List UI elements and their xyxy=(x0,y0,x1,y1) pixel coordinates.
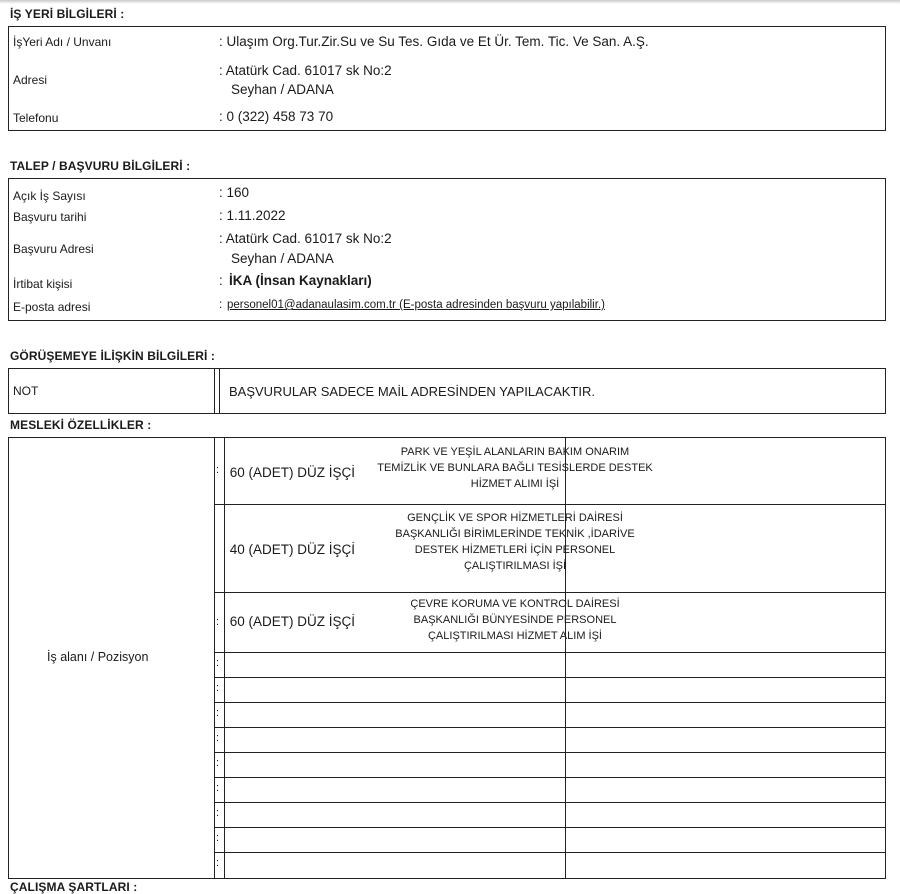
address-value-line1: : Atatürk Cad. 61017 sk No:2 xyxy=(219,63,392,78)
service-line: ÇEVRE KORUMA VE KONTROL DAİRESİ xyxy=(410,598,620,610)
email-label: E-posta adresi xyxy=(13,300,91,314)
workplace-info-box xyxy=(8,26,886,131)
professional-table xyxy=(8,437,886,879)
service-line: TEMİZLİK VE BUNLARA BAĞLI TESİSLERDE DESTEK xyxy=(377,462,653,474)
application-address-line1: : Atatürk Cad. 61017 sk No:2 xyxy=(219,231,392,246)
phone-value: : 0 (322) 458 73 70 xyxy=(219,109,334,124)
row-line xyxy=(214,592,885,593)
position-colon: : xyxy=(216,707,220,719)
contact-person-value: İKA (İnsan Kaynakları) xyxy=(229,273,372,288)
interview-note-box xyxy=(8,368,886,414)
email-link[interactable]: personel01@adanaulasim.com.tr (E-posta adresinden başvuru yapılabilir.) xyxy=(227,299,605,311)
row-line xyxy=(214,852,885,853)
open-jobs-value: : 160 xyxy=(219,185,250,200)
position-colon: : xyxy=(216,682,220,694)
position-colon: : xyxy=(216,832,220,844)
open-jobs-label: Açık İş Sayısı xyxy=(13,189,86,203)
contact-person-label: İrtibat kişisi xyxy=(13,277,73,291)
interview-section-title: GÖRÜŞEMEYE İLİŞKİN BİLGİLERİ : xyxy=(10,349,216,363)
page-top-edge xyxy=(0,0,900,4)
position-colon: : xyxy=(216,857,220,869)
conditions-section-title: ÇALIŞMA ŞARTLARI : xyxy=(10,880,138,894)
row-line xyxy=(214,752,885,753)
position-colon: : xyxy=(216,757,220,769)
service-description-1 xyxy=(355,444,675,492)
application-info-box xyxy=(8,178,886,321)
row-line xyxy=(214,827,885,828)
row-line xyxy=(214,802,885,803)
address-value-line2: Seyhan / ADANA xyxy=(231,82,334,97)
note-divider-left xyxy=(214,369,215,413)
position-colon: : xyxy=(216,657,220,669)
application-address-label: Başvuru Adresi xyxy=(13,242,94,256)
company-name-value: : Ulaşım Org.Tur.Zir.Su ve Su Tes. Gıda ve Et Ür. Tem. Tic. Ve San. A.Ş. xyxy=(219,34,649,49)
position-count-2: 40 (ADET) DÜZ İŞÇİ xyxy=(229,542,355,557)
position-colon: : xyxy=(216,616,220,628)
workplace-section-title: İŞ YERİ BİLGİLERİ : xyxy=(10,7,125,21)
service-line: ÇALIŞTIRILMASI İŞİ xyxy=(463,560,567,572)
company-name-label: İşYeri Adı / Unvanı xyxy=(13,35,112,49)
service-line: PARK VE YEŞİL ALANLARIN BAKIM ONARIM xyxy=(400,446,630,458)
row-line xyxy=(214,702,885,703)
row-line xyxy=(214,677,885,678)
service-line: GENÇLİK VE SPOR HİZMETLERİ DAİRESİ xyxy=(407,512,623,524)
row-line xyxy=(214,727,885,728)
address-label: Adresi xyxy=(13,73,48,87)
note-value: BAŞVURULAR SADECE MAİL ADRESİNDEN YAPILACAKTIR. xyxy=(229,384,596,399)
application-section-title: TALEP / BAŞVURU BİLGİLERİ : xyxy=(10,159,191,173)
application-date-value: : 1.11.2022 xyxy=(219,208,286,223)
application-address-line2: Seyhan / ADANA xyxy=(231,251,334,266)
service-line: HİZMET ALIMI İŞİ xyxy=(470,478,560,490)
position-colon: : xyxy=(216,732,220,744)
position-count-3: 60 (ADET) DÜZ İŞÇİ xyxy=(229,614,355,629)
phone-label: Telefonu xyxy=(13,111,59,125)
service-description-3 xyxy=(355,596,675,644)
professional-section-title: MESLEKİ ÖZELLİKLER : xyxy=(10,418,152,432)
position-colon: : xyxy=(216,464,220,476)
row-line xyxy=(214,652,885,653)
note-divider-right xyxy=(219,369,220,413)
service-line: BAŞKANLIĞI BİRİMLERİNDE TEKNİK ,İDARİVE xyxy=(395,528,635,540)
row-line xyxy=(214,504,885,505)
position-label: İş alanı / Pozisyon xyxy=(47,650,149,664)
position-colon: : xyxy=(216,782,220,794)
row-line xyxy=(214,777,885,778)
service-line: BAŞKANLIĞI BÜNYESİNDE PERSONEL xyxy=(413,614,617,626)
note-label: NOT xyxy=(13,384,39,398)
application-date-label: Başvuru tarihi xyxy=(13,210,87,224)
service-description-2 xyxy=(355,510,675,574)
email-colon: : xyxy=(219,299,223,311)
position-count-1: 60 (ADET) DÜZ İŞÇİ xyxy=(229,465,355,480)
position-colon: : xyxy=(216,807,220,819)
service-line: ÇALIŞTIRILMASI HİZMET ALIM İŞİ xyxy=(427,630,602,642)
service-line: DESTEK HİZMETLERİ İÇİN PERSONEL xyxy=(414,544,616,556)
contact-person-colon: : xyxy=(219,273,223,288)
